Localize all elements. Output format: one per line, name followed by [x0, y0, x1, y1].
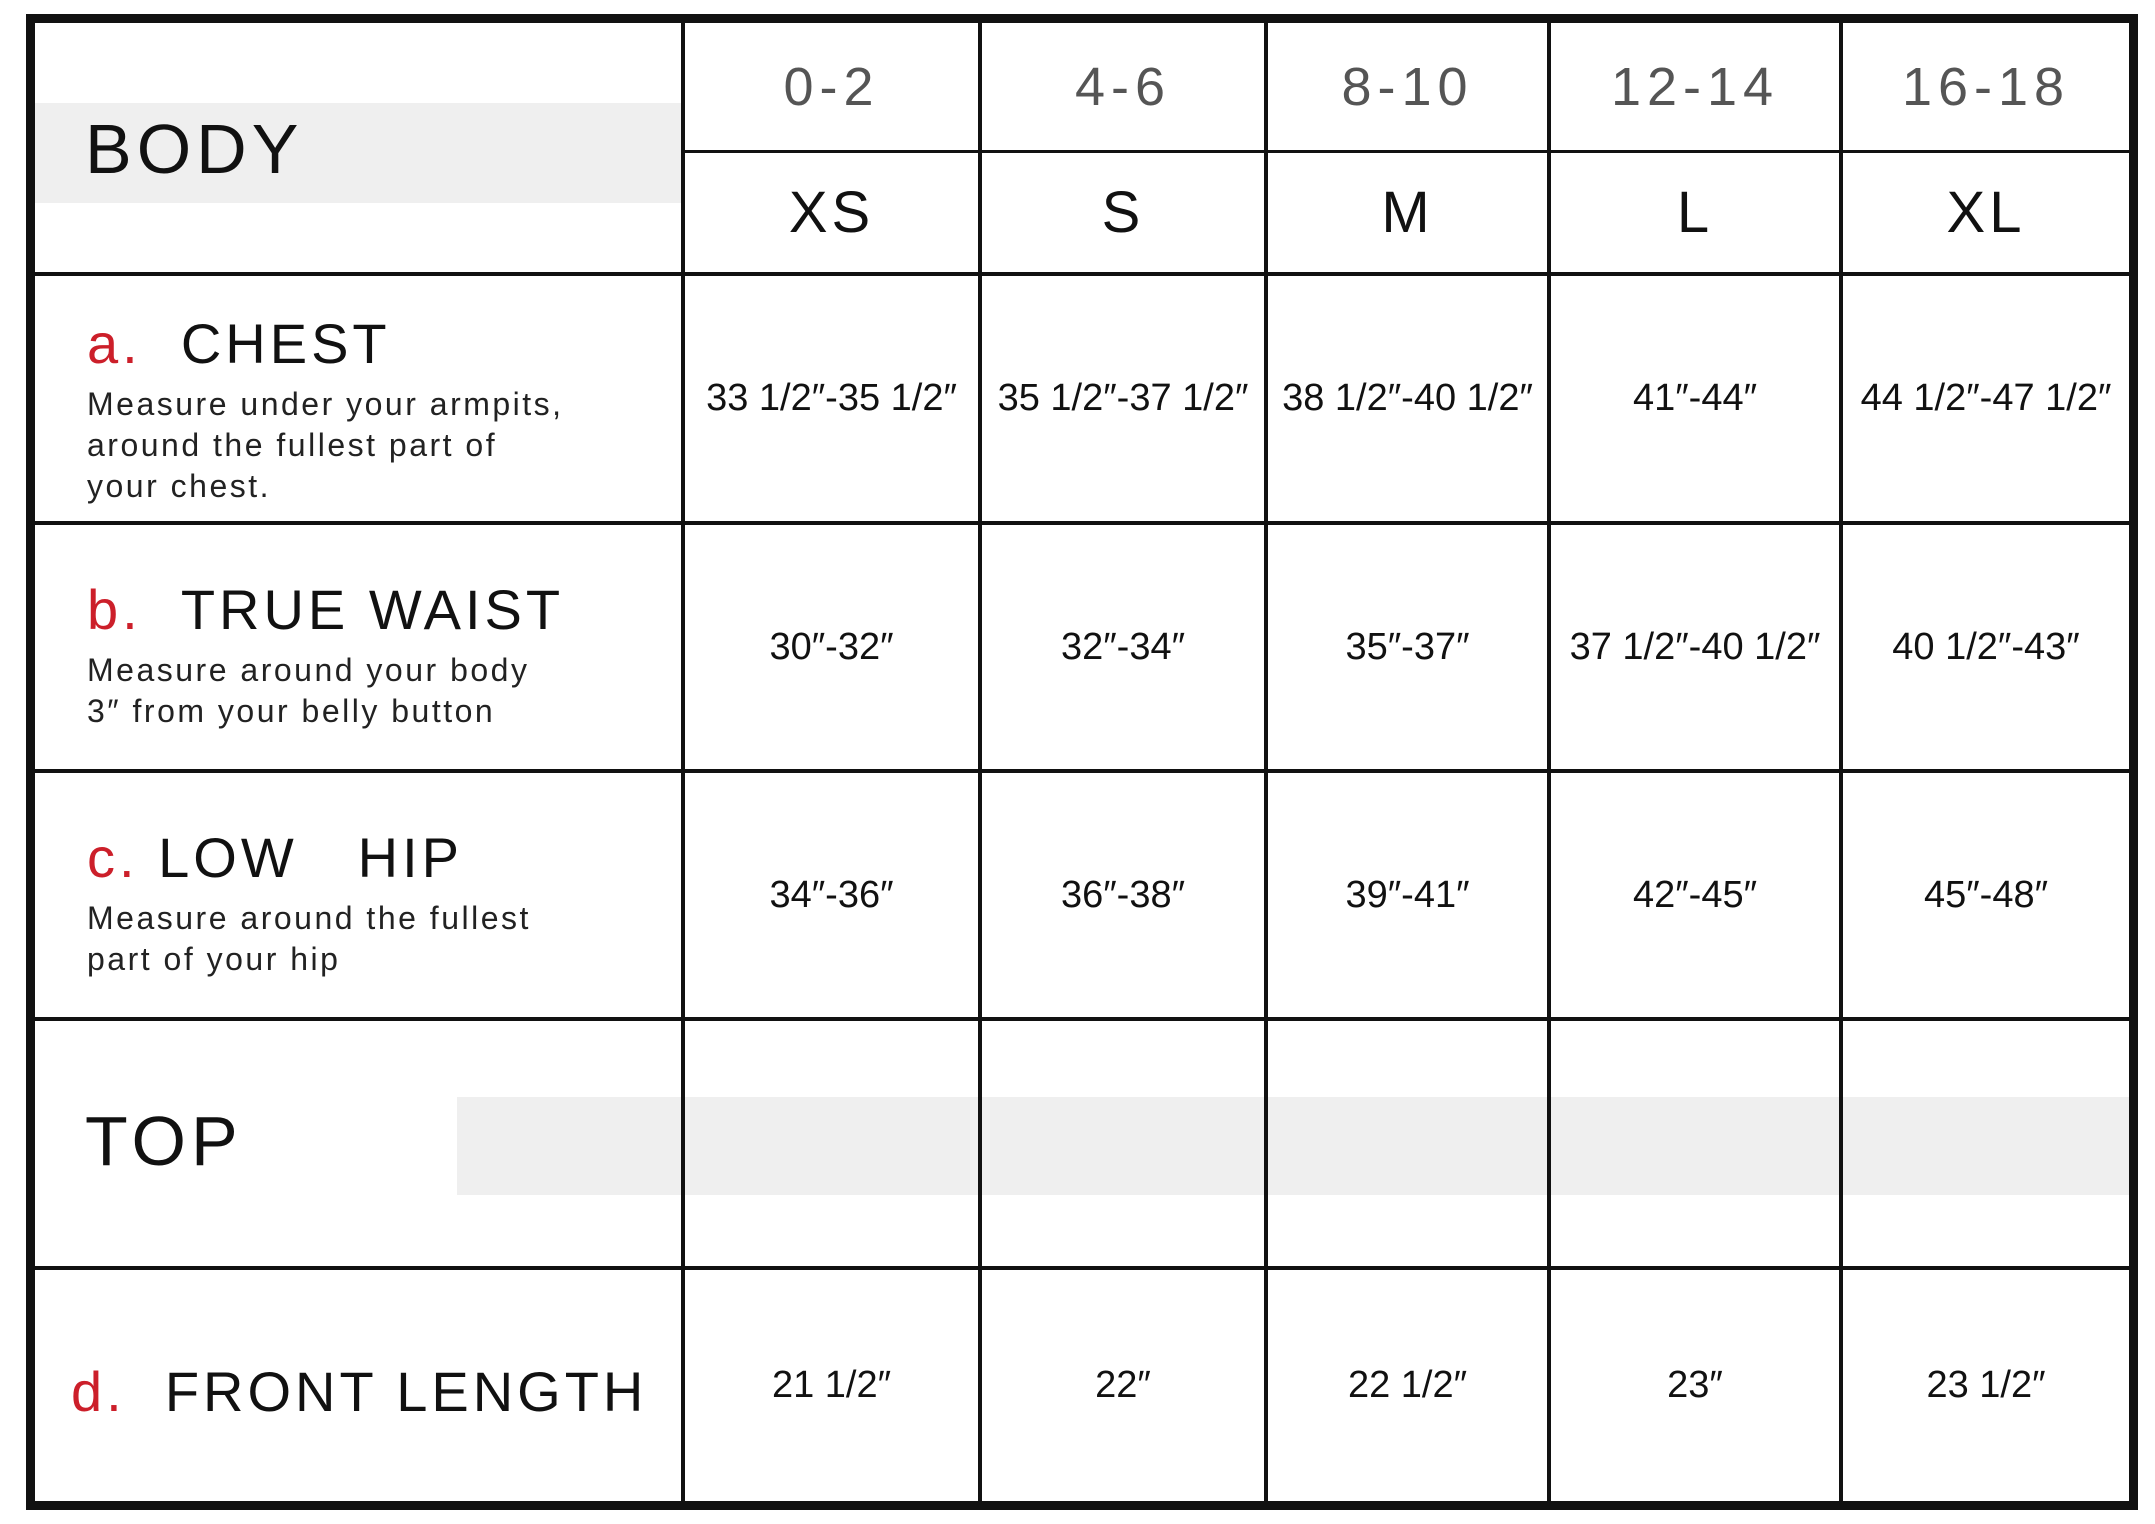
header-range: 12-14 [1610, 56, 1780, 117]
table-cell: 22″ [1095, 1364, 1151, 1406]
size-chart-table [26, 14, 2138, 1510]
row-title: FRONT LENGTH [164, 1360, 648, 1423]
row-description-line: Measure under your armpits, [87, 386, 564, 422]
header-range: 8-10 [1341, 56, 1474, 117]
header-size: M [1381, 180, 1434, 245]
row-title: LOW HIP [158, 826, 464, 889]
header-range: 16-18 [1901, 56, 2071, 117]
row-description-line: Measure around your body [87, 652, 530, 688]
row-header-chest [87, 311, 564, 507]
table-cell: 35″-37″ [1345, 625, 1470, 668]
table-cell: 35 1/2″-37 1/2″ [997, 377, 1249, 419]
table-cell: 23″ [1667, 1364, 1723, 1406]
table-cell: 32″-34″ [1060, 625, 1186, 668]
header-size: L [1676, 180, 1714, 245]
row-description-line: Measure around the fullest [87, 900, 531, 936]
table-cell: 21 1/2″ [771, 1364, 892, 1406]
table-cell: 34″-36″ [769, 873, 894, 916]
row-letter: c. [87, 826, 139, 889]
header-size: S [1101, 180, 1145, 245]
row-title: TRUE WAIST [180, 578, 565, 641]
table-cell: 23 1/2″ [1926, 1364, 2046, 1406]
header-range: 0-2 [783, 56, 880, 117]
row-title: CHEST [180, 312, 391, 375]
header-range: 4-6 [1074, 56, 1172, 117]
table-cell: 38 1/2″-40 1/2″ [1282, 377, 1533, 419]
table-cell: 36″-38″ [1060, 873, 1186, 916]
table-cell: 30″-32″ [769, 625, 894, 668]
row-header-front-length [71, 1359, 647, 1424]
row-header-true-waist [87, 577, 564, 732]
row-description-line: part of your hip [87, 941, 341, 977]
table-cell: 37 1/2″-40 1/2″ [1569, 625, 1821, 668]
row-letter: a. [87, 312, 142, 375]
row-description-line: 3″ from your belly button [87, 693, 496, 729]
table-cell: 39″-41″ [1345, 873, 1470, 916]
table-cell: 45″-48″ [1923, 873, 2049, 916]
header-size: XL [1946, 180, 2026, 245]
table-cell: 42″-45″ [1632, 873, 1758, 916]
header-size: XS [788, 180, 875, 245]
body-section-label: BODY [85, 110, 304, 188]
divider-line [35, 1017, 2129, 1021]
table-cell: 44 1/2″-47 1/2″ [1860, 377, 2112, 419]
row-letter: b. [87, 578, 142, 641]
table-cell: 41″-44″ [1632, 377, 1758, 419]
row-description-line: around the fullest part of [87, 427, 498, 463]
row-letter: d. [71, 1360, 126, 1423]
table-cell: 22 1/2″ [1347, 1364, 1468, 1406]
row-description-line: your chest. [87, 468, 272, 504]
top-section-label: TOP [85, 1102, 243, 1180]
row-header-low-hip [87, 825, 531, 980]
table-cell: 33 1/2″-35 1/2″ [706, 377, 957, 419]
top-section-band [457, 1097, 2129, 1195]
table-cell: 40 1/2″-43″ [1892, 625, 2080, 668]
